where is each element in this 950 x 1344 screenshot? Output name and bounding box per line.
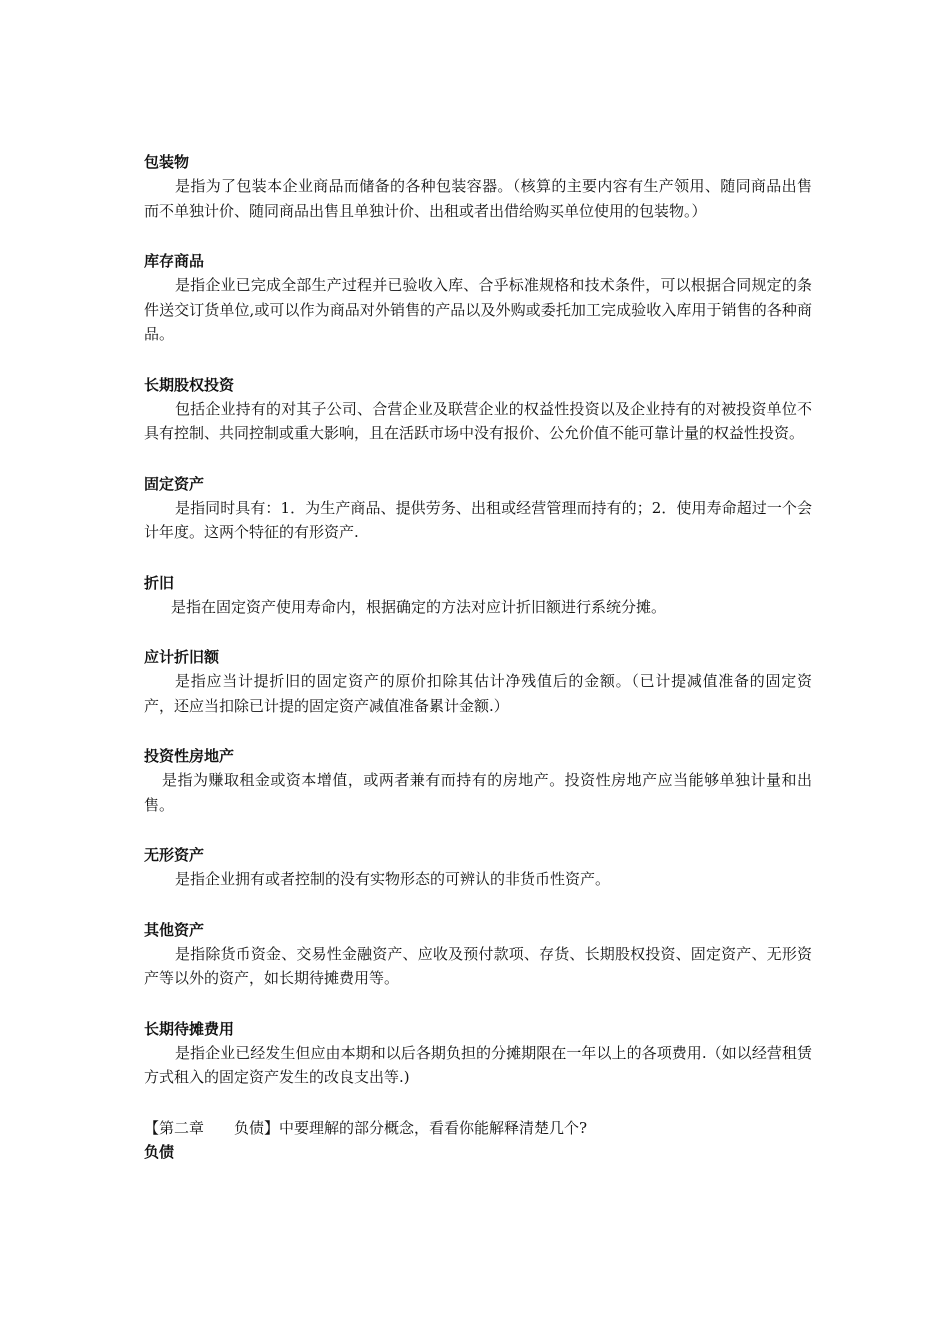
term-heading: 固定资产 [144,474,205,493]
entry-fixed-assets [144,472,812,545]
term-definition: 是指应当计提折旧的固定资产的原价扣除其估计净残值后的金额。（已计提减值准备的固定资产，还应当扣除已计提的固定资产减值准备累计金额.） [144,672,812,715]
term-heading: 折旧 [144,573,175,592]
chapter-heading: 【第二章 负债】中要理解的部分概念，看看你能解释清楚几个? [144,1118,588,1137]
term-definition: 是指企业已经发生但应由本期和以后各期负担的分摊期限在一年以上的各项费用.（如以经营租赁方式租入的固定资产发生的改良支出等.) [144,1043,812,1086]
term-definition: 是指同时具有：1．为生产商品、提供劳务、出租或经营管理而持有的；2．使用寿命超过一个会计年度。这两个特征的有形资产. [144,498,812,541]
term-heading: 库存商品 [144,252,205,270]
term-definition: 是指除货币资金、交易性金融资产、应收及预付款项、存货、长期股权投资、固定资产、无形资产等以外的资产，如长期待摊费用等。 [144,944,812,987]
document-body [144,150,812,1164]
entry-depreciation [144,571,812,620]
entry-long-term-equity-investment [144,373,812,446]
chapter-subheading: 负债 [144,1142,175,1161]
term-heading: 无形资产 [144,846,205,864]
term-definition: 是指企业拥有或者控制的没有实物形态的可辨认的非货币性资产。 [175,870,611,888]
entry-packaging [144,150,812,223]
term-heading: 长期待摊费用 [144,1019,235,1038]
term-heading: 包装物 [144,153,190,171]
term-definition: 是指在固定资产使用寿命内，根据确定的方法对应计折旧额进行系统分摊。 [171,597,667,616]
entry-intangible-assets [144,843,812,892]
entry-long-term-prepaid-expenses [144,1017,812,1090]
entry-depreciable-amount [144,645,812,718]
entry-inventory-goods [144,249,812,347]
term-definition: 是指企业已完成全部生产过程并已验收入库、合乎标准规格和技术条件，可以根据合同规定的条件送交订货单位,或可以作为商品对外销售的产品以及外购或委托加工完成验收入库用于销售的各种商品。 [144,276,812,343]
term-heading: 应计折旧额 [144,648,220,666]
term-heading: 投资性房地产 [144,747,235,765]
term-definition: 是指为赚取租金或资本增值，或两者兼有而持有的房地产。投资性房地产应当能够单独计量和出售。 [144,771,812,814]
entry-other-assets [144,918,812,991]
term-heading: 长期股权投资 [144,375,235,394]
term-heading: 其他资产 [144,920,205,939]
term-definition: 是指为了包装本企业商品而储备的各种包装容器。（核算的主要内容有生产领用、随同商品出售而不单独计价、随同商品出售且单独计价、出租或者出借给购买单位使用的包装物。） [144,177,812,220]
entry-investment-property [144,744,812,817]
term-definition: 包括企业持有的对其子公司、合营企业及联营企业的权益性投资以及企业持有的对被投资单位不具有控制、共同控制或重大影响，且在活跃市场中没有报价、公允价值不能可靠计量的权益性投资。 [144,399,812,442]
